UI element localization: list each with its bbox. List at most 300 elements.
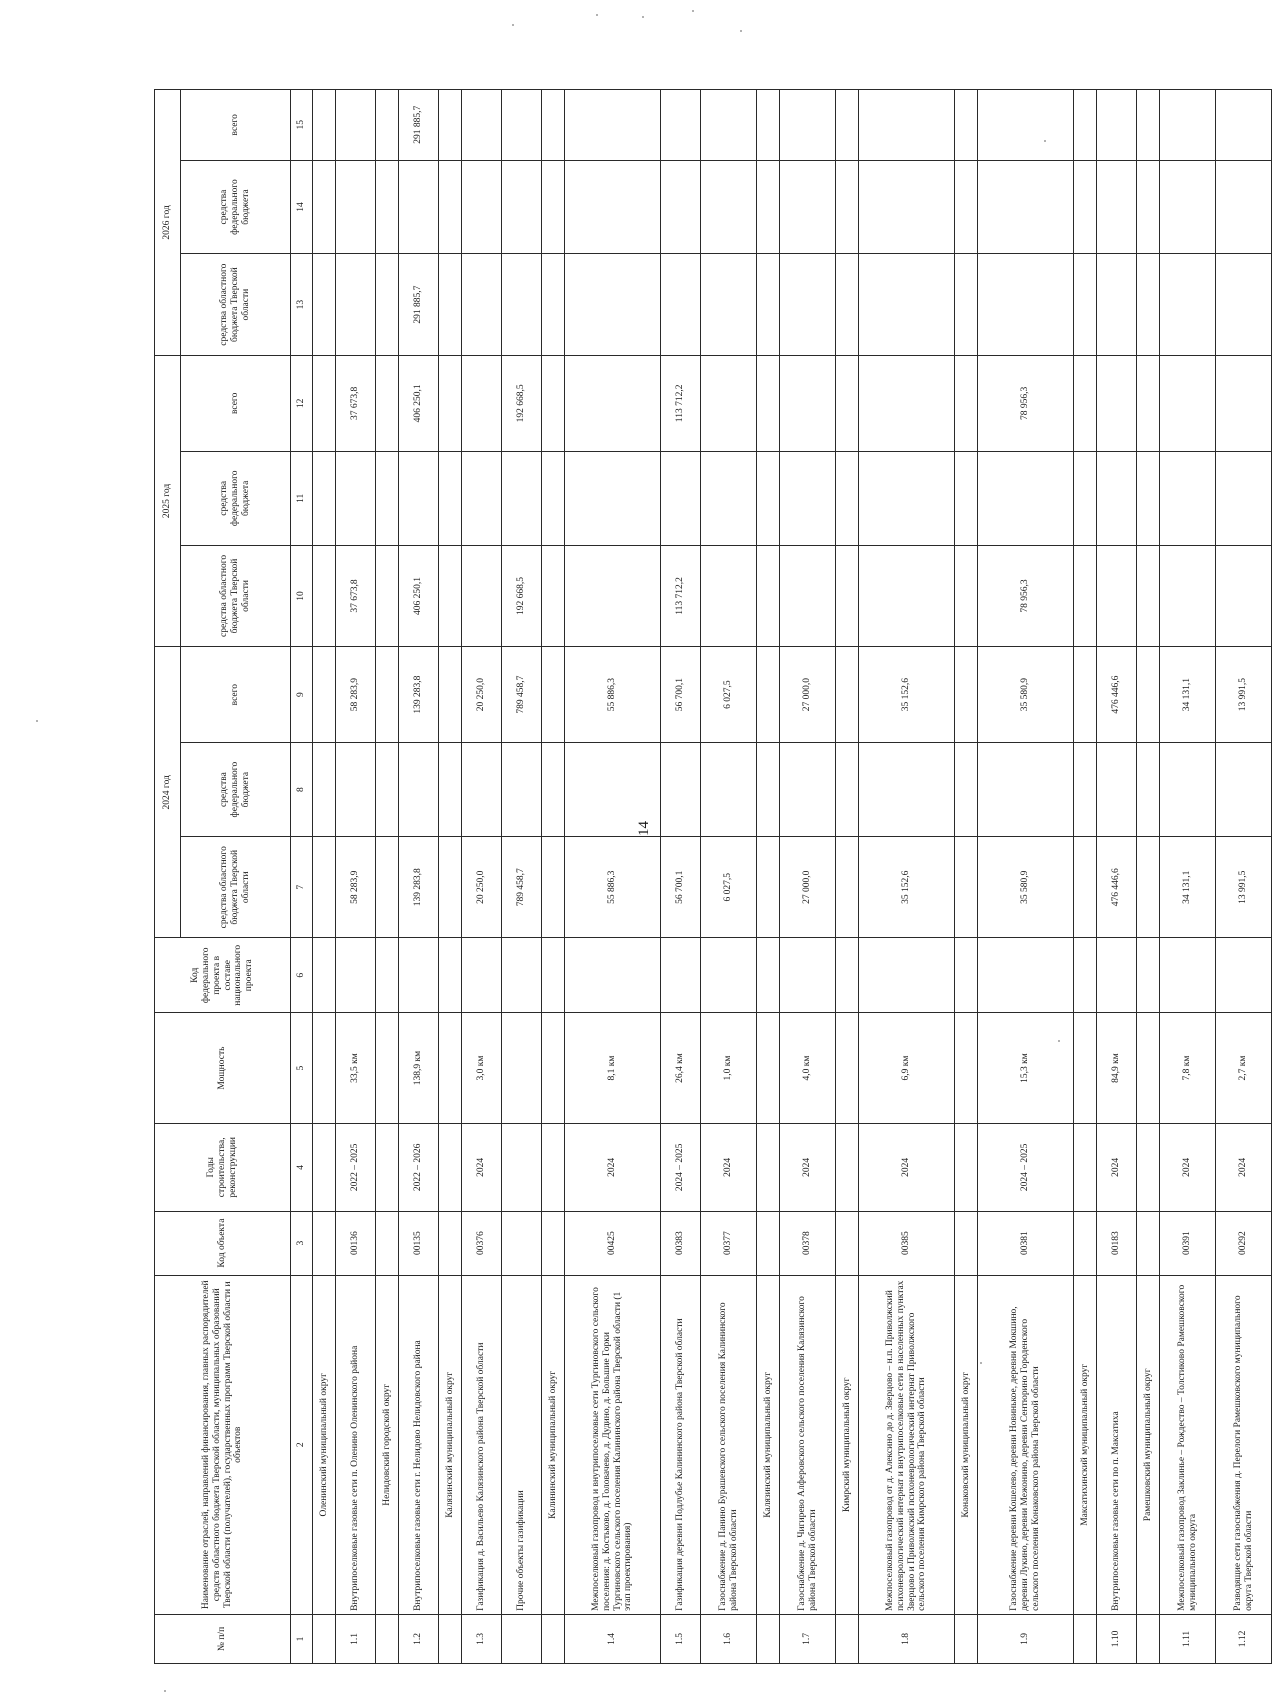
table-cell xyxy=(1137,160,1160,254)
table-cell xyxy=(376,743,399,837)
amount-cell: 291 885,7 xyxy=(399,90,439,161)
table-cell xyxy=(836,1211,859,1275)
capacity: 15,3 км xyxy=(978,1013,1074,1124)
row-number xyxy=(502,1614,542,1663)
column-number-cell: 6 xyxy=(291,938,313,1013)
table-cell xyxy=(1074,160,1097,254)
table-cell xyxy=(542,647,565,743)
table-cell xyxy=(836,254,859,355)
object-name: Внутрипоселковые газовые сети по п. Максатиха xyxy=(1097,1275,1137,1614)
section-row xyxy=(836,90,859,1664)
amount-cell xyxy=(661,160,701,254)
amount-cell xyxy=(462,90,502,161)
amount-cell xyxy=(336,743,376,837)
construction-years: 2024 xyxy=(701,1124,757,1212)
table-cell xyxy=(757,743,780,837)
table-cell xyxy=(439,355,462,451)
header-2026-federal: средства федерального бюджета xyxy=(181,160,291,254)
amount-cell xyxy=(780,355,836,451)
table-cell xyxy=(836,355,859,451)
amount-cell xyxy=(978,90,1074,161)
construction-years: 2022 – 2026 xyxy=(399,1124,439,1212)
table-cell xyxy=(955,647,978,743)
table-cell xyxy=(757,451,780,545)
table-cell xyxy=(836,545,859,646)
construction-years: 2022 – 2025 xyxy=(336,1124,376,1212)
amount-cell xyxy=(565,254,661,355)
amount-cell xyxy=(1216,355,1272,451)
table-cell xyxy=(1074,545,1097,646)
column-number-cell: 11 xyxy=(291,451,313,545)
object-code: 00425 xyxy=(565,1211,661,1275)
amount-cell xyxy=(1160,355,1216,451)
section-label: Калининский муниципальный округ xyxy=(542,1275,565,1614)
header-2026-total: всего xyxy=(181,90,291,161)
table-cell xyxy=(313,254,336,355)
object-name: Газификация деревни Подлубье Калининского района Тверской области xyxy=(661,1275,701,1614)
section-label: Калязинский муниципальный округ xyxy=(439,1275,462,1614)
column-number-cell: 3 xyxy=(291,1211,313,1275)
amount-cell: 55 886,3 xyxy=(565,837,661,938)
table-cell xyxy=(757,647,780,743)
section-row xyxy=(757,90,780,1664)
object-code: 00183 xyxy=(1097,1211,1137,1275)
amount-cell xyxy=(859,160,955,254)
federal-project-code xyxy=(565,938,661,1013)
column-number-cell: 8 xyxy=(291,743,313,837)
object-name: Межпоселковый газопровод от д. Алексино до д. Зверцово – н.п. Приволжский психоневрологический интернат и внутрипоселковые сети в населенных пунктах Зверцово и Приволжский психоневрологический интернат Приволжского сельского поселения Кимрского района Тверской области xyxy=(859,1275,955,1614)
table-cell xyxy=(955,1124,978,1212)
table-row xyxy=(978,90,1074,1664)
table-cell xyxy=(439,545,462,646)
section-row xyxy=(1074,90,1097,1664)
construction-years: 2024 xyxy=(462,1124,502,1212)
table-cell xyxy=(757,1124,780,1212)
rotated-table-frame xyxy=(154,89,1254,1664)
column-number-cell: 14 xyxy=(291,160,313,254)
amount-cell xyxy=(661,254,701,355)
amount-cell xyxy=(859,545,955,646)
table-cell xyxy=(376,545,399,646)
amount-cell xyxy=(1097,355,1137,451)
table-cell xyxy=(376,254,399,355)
amount-cell xyxy=(502,254,542,355)
table-cell xyxy=(1074,837,1097,938)
table-cell xyxy=(1137,1211,1160,1275)
header-code: Код объекта xyxy=(155,1211,291,1275)
table-cell xyxy=(313,647,336,743)
table-cell xyxy=(757,938,780,1013)
amount-cell xyxy=(859,90,955,161)
column-number-cell: 15 xyxy=(291,90,313,161)
table-cell xyxy=(376,90,399,161)
table-cell xyxy=(439,647,462,743)
table-cell xyxy=(955,254,978,355)
object-code: 00383 xyxy=(661,1211,701,1275)
header-2024-regional: средства областного бюджета Тверской области xyxy=(181,837,291,938)
amount-cell xyxy=(565,355,661,451)
amount-cell xyxy=(462,743,502,837)
amount-cell xyxy=(1160,743,1216,837)
row-number: 1.12 xyxy=(1216,1614,1272,1663)
table-cell xyxy=(313,545,336,646)
amount-cell: 13 991,5 xyxy=(1216,647,1272,743)
table-cell xyxy=(439,1614,462,1663)
table-cell xyxy=(439,743,462,837)
header-name: Наименование отраслей, направлений финансирования, главных распорядителей средств областного бюджета Тверской области, муниципальных образований Тверской области (получателей), государственных программ Тверской области и объектов xyxy=(155,1275,291,1614)
amount-cell xyxy=(336,90,376,161)
table-cell xyxy=(836,837,859,938)
amount-cell xyxy=(502,743,542,837)
table-cell xyxy=(439,837,462,938)
amount-cell: 35 580,9 xyxy=(978,647,1074,743)
table-cell xyxy=(376,837,399,938)
object-name: Внутрипоселковые газовые сети п. Оленино Оленинского района xyxy=(336,1275,376,1614)
amount-cell xyxy=(1216,451,1272,545)
table-cell xyxy=(1137,1124,1160,1212)
amount-cell xyxy=(462,545,502,646)
table-cell xyxy=(439,1124,462,1212)
section-label: Нелидовский городской округ xyxy=(376,1275,399,1614)
table-cell xyxy=(757,837,780,938)
row-number: 1.9 xyxy=(978,1614,1074,1663)
table-row xyxy=(565,90,661,1664)
header-year-2025: 2025 год xyxy=(155,355,181,646)
amount-cell xyxy=(1160,254,1216,355)
construction-years: 2024 – 2025 xyxy=(661,1124,701,1212)
construction-years: 2024 xyxy=(859,1124,955,1212)
table-cell xyxy=(1074,451,1097,545)
amount-cell: 406 250,1 xyxy=(399,355,439,451)
amount-cell: 35 152,6 xyxy=(859,647,955,743)
amount-cell: 113 712,2 xyxy=(661,355,701,451)
amount-cell xyxy=(859,355,955,451)
table-cell xyxy=(376,1211,399,1275)
federal-project-code xyxy=(399,938,439,1013)
capacity: 1,0 км xyxy=(701,1013,757,1124)
header-2026-regional: средства областного бюджета Тверской области xyxy=(181,254,291,355)
amount-cell xyxy=(701,355,757,451)
table-cell xyxy=(757,1614,780,1663)
row-number: 1.3 xyxy=(462,1614,502,1663)
object-code: 00376 xyxy=(462,1211,502,1275)
row-number: 1.4 xyxy=(565,1614,661,1663)
table-cell xyxy=(1074,1614,1097,1663)
amount-cell: 27 000,0 xyxy=(780,837,836,938)
amount-cell: 37 673,8 xyxy=(336,545,376,646)
object-name: Прочие объекты газификации xyxy=(502,1275,542,1614)
amount-cell: 34 131,1 xyxy=(1160,837,1216,938)
amount-cell xyxy=(1160,160,1216,254)
table-cell xyxy=(955,160,978,254)
amount-cell xyxy=(1097,160,1137,254)
table-cell xyxy=(1137,545,1160,646)
amount-cell xyxy=(780,160,836,254)
amount-cell xyxy=(701,90,757,161)
header-2025-regional: средства областного бюджета Тверской области xyxy=(181,545,291,646)
table-cell xyxy=(542,90,565,161)
table-cell xyxy=(313,451,336,545)
table-row xyxy=(859,90,955,1664)
table-cell xyxy=(955,1614,978,1663)
object-code: 00136 xyxy=(336,1211,376,1275)
table-cell xyxy=(313,1614,336,1663)
table-cell xyxy=(1074,355,1097,451)
amount-cell xyxy=(502,451,542,545)
object-code: 00292 xyxy=(1216,1211,1272,1275)
capacity: 8,1 км xyxy=(565,1013,661,1124)
table-cell xyxy=(1137,90,1160,161)
object-code: 00385 xyxy=(859,1211,955,1275)
table-cell xyxy=(836,647,859,743)
column-number-cell: 5 xyxy=(291,1013,313,1124)
table-cell xyxy=(542,1013,565,1124)
amount-cell: 58 283,9 xyxy=(336,837,376,938)
federal-project-code xyxy=(859,938,955,1013)
table-cell xyxy=(757,1211,780,1275)
table-cell xyxy=(955,837,978,938)
table-cell xyxy=(1137,451,1160,545)
amount-cell: 35 580,9 xyxy=(978,837,1074,938)
table-cell xyxy=(955,90,978,161)
amount-cell: 78 956,3 xyxy=(978,545,1074,646)
construction-years: 2024 xyxy=(1097,1124,1137,1212)
table-cell xyxy=(542,743,565,837)
capacity: 2,7 км xyxy=(1216,1013,1272,1124)
table-row xyxy=(1097,90,1137,1664)
row-number: 1.11 xyxy=(1160,1614,1216,1663)
header-fedcode: Код федерального проекта в составе национального проекта xyxy=(155,938,291,1013)
amount-cell xyxy=(399,743,439,837)
amount-cell xyxy=(1160,545,1216,646)
amount-cell xyxy=(399,160,439,254)
capacity xyxy=(502,1013,542,1124)
amount-cell xyxy=(565,90,661,161)
amount-cell xyxy=(780,451,836,545)
table-cell xyxy=(1074,254,1097,355)
table-cell xyxy=(757,160,780,254)
amount-cell xyxy=(1097,743,1137,837)
table-cell xyxy=(1074,647,1097,743)
amount-cell xyxy=(1216,160,1272,254)
amount-cell: 6 027,5 xyxy=(701,837,757,938)
row-number: 1.6 xyxy=(701,1614,757,1663)
amount-cell: 476 446,6 xyxy=(1097,837,1137,938)
table-cell xyxy=(757,254,780,355)
amount-cell: 56 700,1 xyxy=(661,647,701,743)
object-name: Газоснабжение д. Чигирево Алферовского сельского поселения Калязинского района Тверской области xyxy=(780,1275,836,1614)
amount-cell: 35 152,6 xyxy=(859,837,955,938)
amount-cell xyxy=(780,254,836,355)
capacity: 26,4 км xyxy=(661,1013,701,1124)
table-cell xyxy=(439,90,462,161)
table-cell xyxy=(836,1013,859,1124)
amount-cell xyxy=(1216,545,1272,646)
table-cell xyxy=(1137,1013,1160,1124)
table-cell xyxy=(376,451,399,545)
table-cell xyxy=(313,1124,336,1212)
table-cell xyxy=(439,254,462,355)
header-2024-total: всего xyxy=(181,647,291,743)
amount-cell: 476 446,6 xyxy=(1097,647,1137,743)
amount-cell xyxy=(565,743,661,837)
table-row xyxy=(1160,90,1216,1664)
amount-cell xyxy=(462,160,502,254)
amount-cell xyxy=(780,90,836,161)
header-years: Годы строительства, реконструкции xyxy=(155,1124,291,1212)
table-cell xyxy=(542,451,565,545)
section-label: Рамешковский муниципальный округ xyxy=(1137,1275,1160,1614)
section-label: Оленинский муниципальный округ xyxy=(313,1275,336,1614)
amount-cell xyxy=(701,451,757,545)
construction-years: 2024 – 2025 xyxy=(978,1124,1074,1212)
column-number-cell: 4 xyxy=(291,1124,313,1212)
amount-cell: 20 250,0 xyxy=(462,837,502,938)
amount-cell xyxy=(1160,451,1216,545)
amount-cell: 291 885,7 xyxy=(399,254,439,355)
amount-cell: 27 000,0 xyxy=(780,647,836,743)
amount-cell: 789 458,7 xyxy=(502,837,542,938)
table-cell xyxy=(542,545,565,646)
amount-cell: 56 700,1 xyxy=(661,837,701,938)
table-cell xyxy=(757,1013,780,1124)
table-cell xyxy=(955,743,978,837)
amount-cell: 37 673,8 xyxy=(336,355,376,451)
column-number-cell: 9 xyxy=(291,647,313,743)
table-row xyxy=(661,90,701,1664)
table-cell xyxy=(1137,254,1160,355)
section-label: Кимрский муниципальный округ xyxy=(836,1275,859,1614)
object-name: Газификация д. Васильево Калязинского района Тверской области xyxy=(462,1275,502,1614)
amount-cell xyxy=(1097,254,1137,355)
table-cell xyxy=(439,1211,462,1275)
object-code: 00135 xyxy=(399,1211,439,1275)
table-cell xyxy=(542,355,565,451)
table-cell xyxy=(836,160,859,254)
amount-cell xyxy=(565,545,661,646)
section-row xyxy=(1137,90,1160,1664)
object-name: Межпоселковый газопровод Заклинье – Рождество – Толстиково Рамешковского муниципального округа xyxy=(1160,1275,1216,1614)
construction-years: 2024 xyxy=(1160,1124,1216,1212)
amount-cell xyxy=(1216,254,1272,355)
table-cell xyxy=(439,938,462,1013)
table-cell xyxy=(313,90,336,161)
column-number-cell: 13 xyxy=(291,254,313,355)
object-name: Газоснабжение деревни Кошелево, деревни Новинькое, деревни Мокшино, деревни Лукино, деревни Межонино, деревни Сентюрино Городенского сельского поселения Конаковского района Тверской области xyxy=(978,1275,1074,1614)
table-row xyxy=(336,90,376,1664)
amount-cell: 789 458,7 xyxy=(502,647,542,743)
table-cell xyxy=(313,743,336,837)
table-cell xyxy=(439,1013,462,1124)
table-cell xyxy=(542,1614,565,1663)
table-cell xyxy=(836,1124,859,1212)
column-number-cell: 12 xyxy=(291,355,313,451)
table-cell xyxy=(376,1614,399,1663)
amount-cell xyxy=(336,160,376,254)
object-code: 00381 xyxy=(978,1211,1074,1275)
amount-cell: 192 668,5 xyxy=(502,545,542,646)
table-cell xyxy=(836,1614,859,1663)
amount-cell xyxy=(502,90,542,161)
column-number-cell: 2 xyxy=(291,1275,313,1614)
header-num: № п/п xyxy=(155,1614,291,1663)
header-2024-federal: средства федерального бюджета xyxy=(181,743,291,837)
capacity: 6,9 км xyxy=(859,1013,955,1124)
section-row xyxy=(542,90,565,1664)
table-cell xyxy=(313,355,336,451)
amount-cell: 192 668,5 xyxy=(502,355,542,451)
table-cell xyxy=(313,160,336,254)
table-row xyxy=(780,90,836,1664)
amount-cell xyxy=(1160,90,1216,161)
row-number: 1.8 xyxy=(859,1614,955,1663)
header-year-2026: 2026 год xyxy=(155,90,181,356)
table-cell xyxy=(955,1211,978,1275)
table-cell xyxy=(542,1211,565,1275)
federal-project-code xyxy=(1216,938,1272,1013)
amount-cell xyxy=(978,451,1074,545)
table-cell xyxy=(836,938,859,1013)
amount-cell: 58 283,9 xyxy=(336,647,376,743)
amount-cell xyxy=(462,254,502,355)
amount-cell xyxy=(978,160,1074,254)
object-code: 00377 xyxy=(701,1211,757,1275)
amount-cell: 6 027,5 xyxy=(701,647,757,743)
amount-cell xyxy=(701,254,757,355)
federal-project-code xyxy=(978,938,1074,1013)
table-row xyxy=(701,90,757,1664)
table-cell xyxy=(1074,743,1097,837)
table-row xyxy=(502,90,542,1664)
object-name: Разводящие сети газоснабжения д. Перелоги Рамешковского муниципального округа Тверской области xyxy=(1216,1275,1272,1614)
federal-project-code xyxy=(701,938,757,1013)
column-number-cell: 1 xyxy=(291,1614,313,1663)
object-code xyxy=(502,1211,542,1275)
amount-cell xyxy=(502,160,542,254)
table-cell xyxy=(376,160,399,254)
capacity: 84,9 км xyxy=(1097,1013,1137,1124)
amount-cell xyxy=(1216,743,1272,837)
table-cell xyxy=(1137,647,1160,743)
header-year-2024: 2024 год xyxy=(155,647,181,938)
amount-cell xyxy=(701,743,757,837)
table-cell xyxy=(439,160,462,254)
federal-project-code xyxy=(462,938,502,1013)
section-label: Максатихинский муниципальный округ xyxy=(1074,1275,1097,1614)
table-cell xyxy=(376,647,399,743)
capacity: 33,5 км xyxy=(336,1013,376,1124)
amount-cell xyxy=(565,160,661,254)
object-name: Газоснабжение д. Панино Бурашевского сельского поселения Калининского района Тверской области xyxy=(701,1275,757,1614)
amount-cell xyxy=(1097,90,1137,161)
amount-cell xyxy=(1216,90,1272,161)
table-cell xyxy=(955,355,978,451)
table-cell xyxy=(313,1211,336,1275)
section-row xyxy=(955,90,978,1664)
table-cell xyxy=(757,545,780,646)
section-label: Конаковский муниципальный округ xyxy=(955,1275,978,1614)
amount-cell xyxy=(336,254,376,355)
table-cell xyxy=(836,90,859,161)
capacity: 138,9 км xyxy=(399,1013,439,1124)
header-2025-federal: средства федерального бюджета xyxy=(181,451,291,545)
amount-cell xyxy=(462,451,502,545)
row-number: 1.7 xyxy=(780,1614,836,1663)
construction-years: 2024 xyxy=(1216,1124,1272,1212)
amount-cell: 55 886,3 xyxy=(565,647,661,743)
header-2025-total: всего xyxy=(181,355,291,451)
column-number-cell: 7 xyxy=(291,837,313,938)
